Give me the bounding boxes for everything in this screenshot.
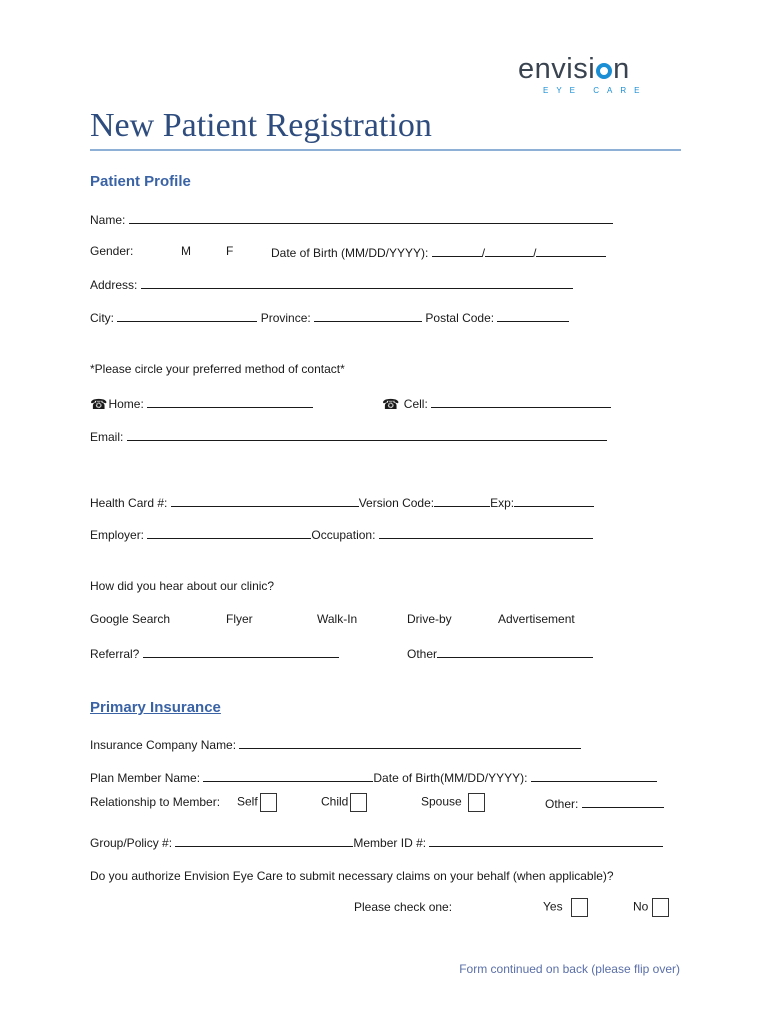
envision-logo bbox=[518, 52, 650, 98]
employer-row bbox=[90, 526, 593, 542]
exp-label: Exp: bbox=[490, 496, 515, 510]
gender-label: Gender: bbox=[90, 244, 134, 258]
other-source-row bbox=[407, 645, 593, 661]
logo-wordmark: envisi n bbox=[518, 53, 630, 85]
spouse-checkbox[interactable] bbox=[468, 793, 485, 812]
dob-label: Date of Birth (MM/DD/YYYY): bbox=[271, 246, 429, 260]
employer-field[interactable] bbox=[147, 526, 311, 539]
referral-field[interactable] bbox=[143, 645, 339, 658]
health-card-field[interactable] bbox=[171, 494, 359, 507]
gender-f-option[interactable]: F bbox=[226, 244, 234, 258]
no-option[interactable]: No bbox=[633, 898, 669, 917]
hear-option-google[interactable]: Google Search bbox=[90, 612, 171, 626]
hear-option-flyer[interactable]: Flyer bbox=[226, 612, 253, 626]
hear-option-drive-by[interactable]: Drive-by bbox=[407, 612, 452, 626]
phone-icon: ☎ bbox=[90, 396, 108, 412]
logo-o-ring-icon bbox=[596, 63, 612, 79]
group-policy-label: Group/Policy #: bbox=[90, 836, 173, 850]
address-label: Address: bbox=[90, 278, 138, 292]
city-field[interactable] bbox=[117, 309, 257, 322]
insurance-company-row bbox=[90, 736, 581, 752]
plan-member-row bbox=[90, 769, 657, 785]
dob-row: Date of Birth (MM/DD/YYYY): / / bbox=[271, 244, 606, 260]
relationship-label: Relationship to Member: bbox=[90, 795, 221, 809]
other-source-field[interactable] bbox=[437, 645, 593, 658]
section-patient-profile: Patient Profile bbox=[90, 173, 191, 190]
member-dob-label: Date of Birth(MM/DD/YYYY): bbox=[373, 771, 528, 785]
contact-note: *Please circle your preferred method of contact* bbox=[90, 362, 345, 376]
group-policy-field[interactable] bbox=[175, 834, 353, 847]
name-label: Name: bbox=[90, 213, 126, 227]
name-row bbox=[90, 211, 613, 227]
city-row bbox=[90, 309, 569, 325]
postal-label: Postal Code: bbox=[425, 311, 495, 325]
group-policy-row bbox=[90, 834, 663, 850]
plan-member-label: Plan Member Name: bbox=[90, 771, 201, 785]
postal-field[interactable] bbox=[497, 309, 569, 322]
province-field[interactable] bbox=[314, 309, 422, 322]
self-checkbox[interactable] bbox=[260, 793, 277, 812]
email-field[interactable] bbox=[127, 428, 607, 441]
authorize-question: Do you authorize Envision Eye Care to submit necessary claims on your behalf (when applicable)? bbox=[90, 869, 614, 883]
yes-option[interactable]: Yes bbox=[543, 898, 588, 917]
member-id-label: Member ID #: bbox=[353, 836, 427, 850]
member-id-field[interactable] bbox=[429, 834, 663, 847]
email-label: Email: bbox=[90, 430, 124, 444]
referral-label: Referral? bbox=[90, 647, 140, 661]
address-row bbox=[90, 276, 573, 292]
referral-row bbox=[90, 645, 339, 661]
cell-row[interactable] bbox=[382, 395, 611, 411]
home-label: Home: bbox=[108, 397, 144, 411]
hear-option-walk-in[interactable]: Walk-In bbox=[317, 612, 358, 626]
yes-checkbox[interactable] bbox=[571, 898, 588, 917]
gender-m-option[interactable]: M bbox=[181, 244, 191, 258]
insurance-company-field[interactable] bbox=[239, 736, 581, 749]
child-checkbox[interactable] bbox=[350, 793, 367, 812]
dob-month-field[interactable] bbox=[432, 244, 482, 257]
version-label: Version Code: bbox=[358, 496, 435, 510]
cell-label: Cell: bbox=[403, 397, 428, 411]
relationship-other-label: Other: bbox=[545, 797, 579, 811]
email-row bbox=[90, 428, 607, 444]
dob-day-field[interactable] bbox=[485, 244, 533, 257]
version-field[interactable] bbox=[434, 494, 490, 507]
member-dob-field[interactable] bbox=[531, 769, 657, 782]
hear-option-advertisement[interactable]: Advertisement bbox=[498, 612, 575, 626]
health-card-row bbox=[90, 494, 594, 510]
cell-phone-field[interactable] bbox=[431, 395, 611, 408]
occupation-label: Occupation: bbox=[311, 528, 376, 542]
plan-member-field[interactable] bbox=[203, 769, 373, 782]
check-one-label: Please check one: bbox=[354, 900, 453, 914]
dob-year-field[interactable] bbox=[536, 244, 606, 257]
no-checkbox[interactable] bbox=[652, 898, 669, 917]
province-label: Province: bbox=[260, 311, 311, 325]
title-divider bbox=[90, 149, 681, 151]
phone-icon: ☎ bbox=[382, 396, 400, 412]
footer-note: Form continued on back (please flip over) bbox=[459, 962, 680, 976]
section-primary-insurance: Primary Insurance bbox=[90, 699, 221, 716]
home-row[interactable] bbox=[90, 395, 313, 411]
insurance-company-label: Insurance Company Name: bbox=[90, 738, 237, 752]
page-title: New Patient Registration bbox=[90, 107, 432, 144]
self-option[interactable]: Self bbox=[237, 793, 277, 812]
home-phone-field[interactable] bbox=[147, 395, 313, 408]
child-option[interactable]: Child bbox=[321, 793, 367, 812]
name-field[interactable] bbox=[129, 211, 613, 224]
occupation-field[interactable] bbox=[379, 526, 593, 539]
city-label: City: bbox=[90, 311, 114, 325]
hear-question: How did you hear about our clinic? bbox=[90, 579, 275, 593]
address-field[interactable] bbox=[141, 276, 573, 289]
exp-field[interactable] bbox=[514, 494, 594, 507]
relationship-other-field[interactable] bbox=[582, 795, 664, 808]
employer-label: Employer: bbox=[90, 528, 145, 542]
logo-tagline: EYE CARE bbox=[543, 86, 648, 95]
relationship-other-row bbox=[545, 795, 664, 811]
spouse-option[interactable]: Spouse bbox=[421, 793, 485, 812]
other-source-label: Other bbox=[407, 647, 438, 661]
health-card-label: Health Card #: bbox=[90, 496, 168, 510]
